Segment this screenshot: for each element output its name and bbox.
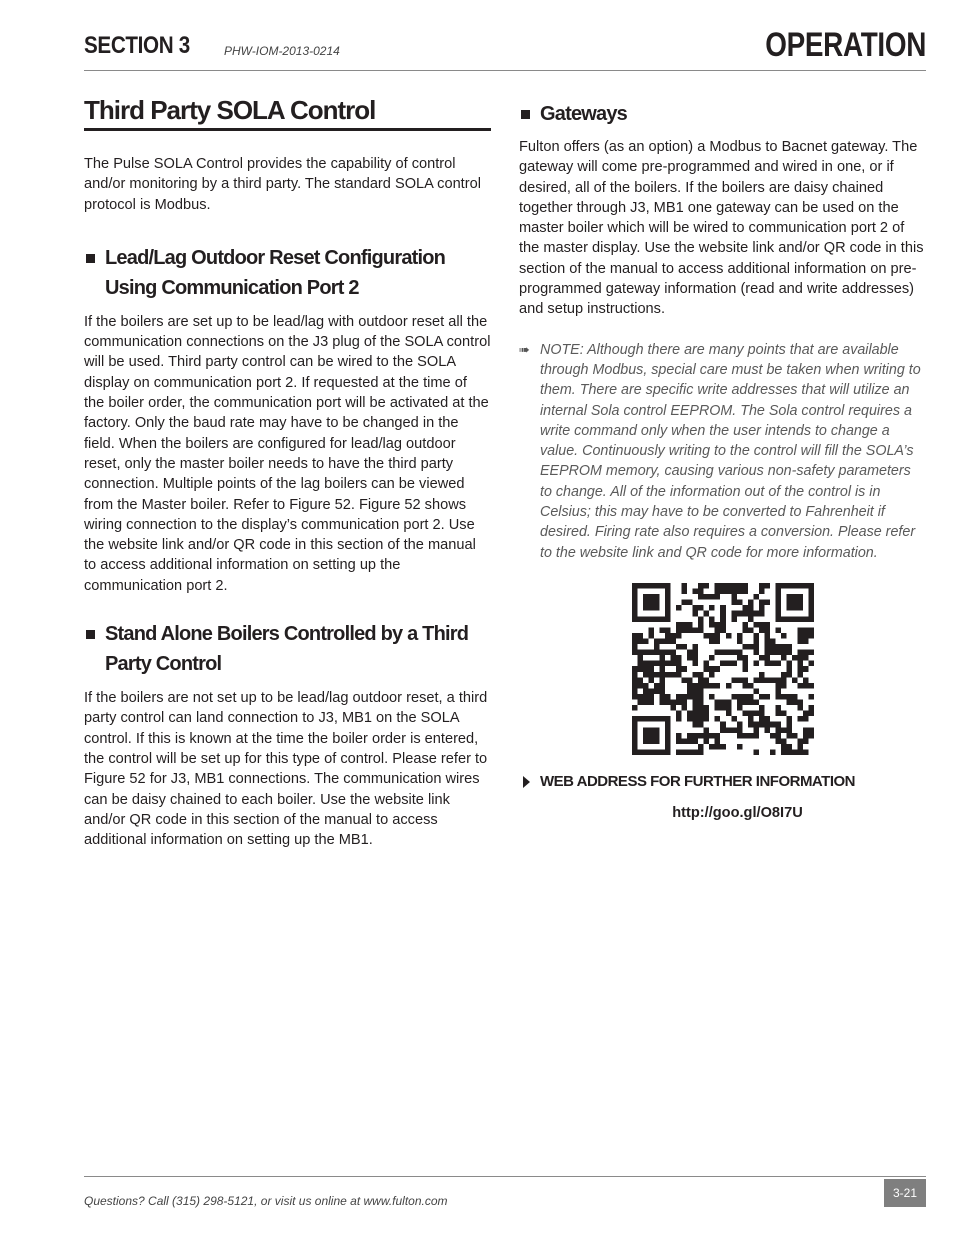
square-bullet-icon (521, 110, 530, 119)
page-footer (84, 1176, 926, 1207)
web-address-label (519, 773, 926, 791)
subheading-lead-lag-text: Lead/Lag Outdoor Reset Configuration Using Communication Port 2 (105, 246, 446, 299)
subheading-lead-lag (84, 243, 491, 303)
pointing-arrow-icon: ➠ (519, 341, 530, 357)
right-column (519, 95, 926, 821)
page-header (84, 26, 926, 71)
document-id: PHW-IOM-2013-0214 (224, 44, 340, 58)
section-number: SECTION 3 (84, 32, 190, 59)
main-title: Third Party SOLA Control (84, 95, 491, 131)
web-address-label-text: WEB ADDRESS FOR FURTHER INFORMATION (540, 772, 855, 790)
left-column (84, 95, 491, 850)
triangle-arrow-icon (523, 776, 530, 788)
stand-alone-paragraph: If the boilers are not set up to be lead/lag outdoor reset, a third party control can land connection to J3, MB1 on the SOLA control. If this is known at the time the boiler order is entered, the control will be set up for this type of control. Please refer to Figure 52 for J3, MB1 connections. The communication wires can be daisy chained to each boiler. Use the website link and/or QR code in this section of the manual to access additional information on setting up the MB1. (84, 690, 488, 849)
note-block (519, 340, 926, 563)
qr-code-icon (632, 583, 814, 755)
gateways-paragraph: Fulton offers (as an option) a Modbus to Bacnet gateway. The gateway will come pre-programmed and wired in one, or if desired, all of the boilers. If the boilers are daisy chained together through J3, MB1 one gateway can be used on the master boiler which will be wired to communication port 2 of the master display. Use the website link and/or QR code in this section of the manual to access additional information on pre-programmed gateway information (read and write addresses) and setup instructions. (519, 139, 924, 318)
square-bullet-icon (86, 254, 95, 263)
square-bullet-icon (86, 630, 95, 639)
section-title: OPERATION (765, 26, 926, 64)
web-url[interactable]: http://goo.gl/O8I7U (672, 804, 803, 821)
page-number: 3-21 (884, 1179, 926, 1207)
subheading-stand-alone (84, 619, 491, 679)
intro-paragraph: The Pulse SOLA Control provides the capability of control and/or monitoring by a third party. The standard SOLA control protocol is Modbus. (84, 156, 481, 213)
subheading-stand-alone-text: Stand Alone Boilers Controlled by a Third Party Control (105, 623, 469, 676)
note-text: NOTE: Although there are many points that are available through Modbus, special care must be taken when writing to them. There are specific write addresses that will utilize an internal Sola control EEPROM. The Sola control requires a write command only when the user intends to change a value. Continuously writing to the control will fill the SOLA’s EEPROM memory, causing various non-safety parameters to change. All of the information out of the control is in Celsius; this may have to be converted to Fahrenheit if desired. Firing rate also requires a conversion. Please refer to the website link and QR code for more information. (540, 341, 921, 561)
subheading-gateways (519, 99, 926, 129)
lead-lag-paragraph: If the boilers are set up to be lead/lag with outdoor reset all the communication connections on the J3 plug of the SOLA control will be used. Third party control can be wired to the SOLA display on communication port 2. If requested at the time of the boiler order, the communication port will be activated at the factory. Only the baud rate may have to be changed in the field. When the boilers are configured for lead/lag outdoor reset, only the master boiler needs to have the third party connection. Multiple points of the lag boilers can be viewed from the Master boiler. Refer to Figure 52. Figure 52 shows wiring connection to the display’s communication port 2. Use the website link and/or QR code in this section of the manual to access additional information on setting up the communication port 2. (84, 313, 491, 594)
subheading-gateways-text: Gateways (540, 103, 627, 125)
footer-contact: Questions? Call (315) 298-5121, or visit us online at www.fulton.com (84, 1194, 448, 1208)
